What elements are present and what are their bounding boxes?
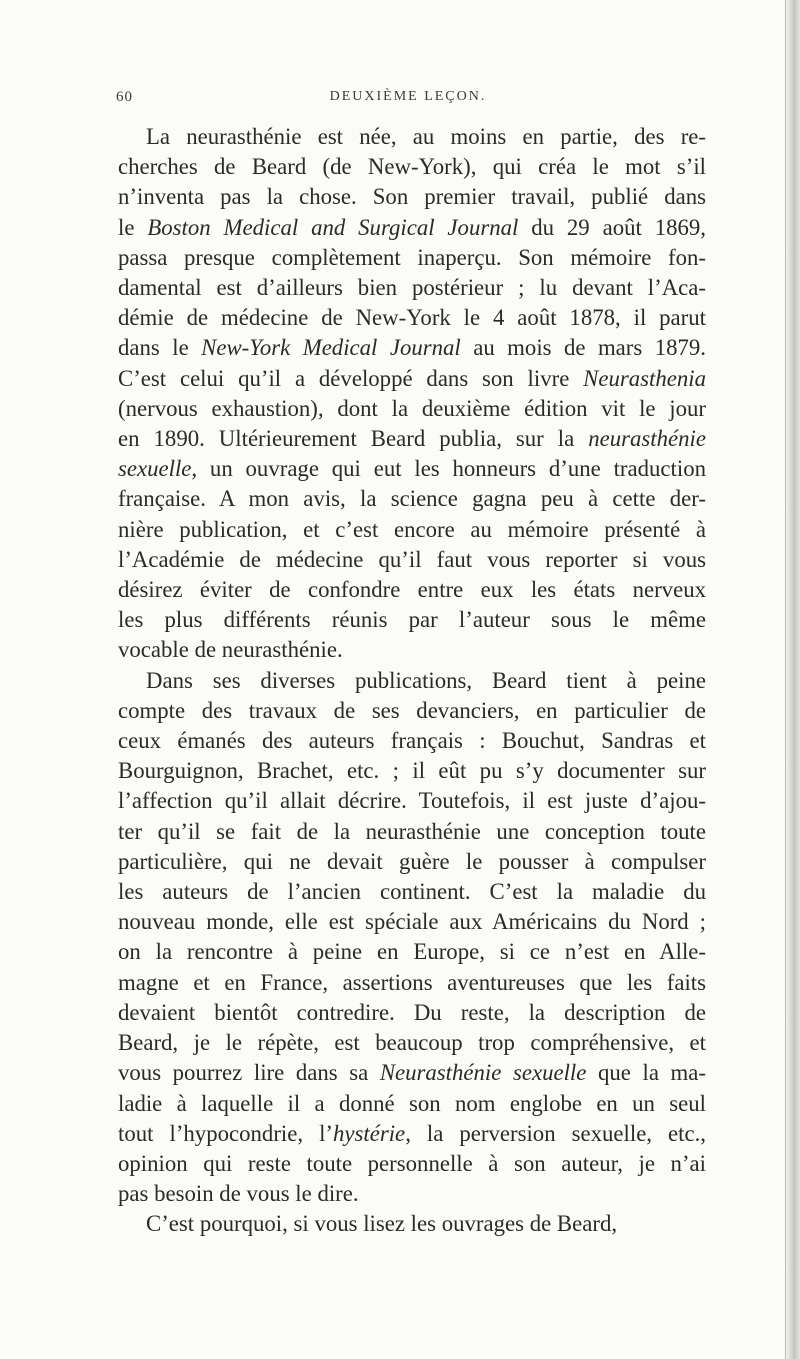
text-line bbox=[118, 424, 706, 454]
text-line: ladie à laquelle il a donné son nom englobe en un seul bbox=[118, 1090, 706, 1116]
text-line bbox=[118, 333, 706, 363]
text-line: C’est pourquoi, si vous lisez les ouvrages de Beard, bbox=[146, 1211, 618, 1237]
text-line: française. A mon avis, la science gagna peu à cette der- bbox=[118, 486, 706, 512]
text-line: n’inventa pas la chose. Son premier travail, publié dans bbox=[118, 184, 706, 210]
text-line: l’affection qu’il allait décrire. Toutefois, il est juste d’ajou- bbox=[118, 788, 706, 814]
text-line: cherches de Beard (de New-York), qui créa le mot s’il bbox=[118, 154, 706, 180]
text-segment: du 29 août 1869, bbox=[518, 214, 706, 240]
text-line: Beard, je le répète, est beaucoup trop compréhensive, et bbox=[118, 1030, 706, 1056]
italic-title: sexuelle bbox=[118, 456, 192, 482]
text-segment: tout l’hypocondrie, l’ bbox=[118, 1120, 334, 1146]
italic-title: New-York Medical Journal bbox=[201, 335, 461, 361]
italic-title: Boston Medical and Surgical Journal bbox=[147, 214, 519, 240]
text-segment: , un ouvrage qui eut les honneurs d’une traduction bbox=[191, 456, 706, 482]
text-segment: en 1890. Ultérieurement Beard publia, sur la bbox=[118, 426, 589, 452]
text-line: vocable de neurasthénie. bbox=[118, 637, 343, 663]
text-line bbox=[118, 1119, 706, 1149]
paragraph bbox=[118, 666, 706, 1210]
text-line: damental est d’ailleurs bien postérieur ; lu devant l’Aca- bbox=[118, 275, 706, 301]
text-line: La neurasthénie est née, au moins en partie, des re- bbox=[146, 124, 706, 149]
text-line bbox=[118, 454, 706, 484]
body-text bbox=[118, 122, 706, 1240]
text-segment: au mois de mars 1879. bbox=[460, 335, 706, 361]
text-line bbox=[118, 364, 706, 394]
paragraph bbox=[118, 122, 706, 666]
text-line: (nervous exhaustion), dont la deuxième édition vit le jour bbox=[118, 395, 706, 421]
text-line: passa presque complètement inaperçu. Son mémoire fon- bbox=[118, 244, 706, 270]
italic-title: Neurasthenia bbox=[583, 365, 706, 391]
text-line: les plus différents réunis par l’auteur sous le même bbox=[118, 607, 706, 633]
italic-title: Neurasthénie sexuelle bbox=[379, 1060, 587, 1086]
text-line: devaient bientôt contredire. Du reste, la description de bbox=[118, 999, 706, 1025]
text-segment: C’est celui qu’il a développé dans son livre bbox=[118, 365, 584, 391]
text-segment: que la ma- bbox=[586, 1060, 706, 1086]
text-line bbox=[118, 1058, 706, 1088]
italic-title: hystérie bbox=[333, 1120, 406, 1146]
text-segment: vous pourrez lire dans sa bbox=[118, 1060, 380, 1086]
page-edge bbox=[786, 0, 800, 1359]
text-segment: , la perversion sexuelle, etc., bbox=[405, 1120, 706, 1146]
italic-title: neurasthénie bbox=[588, 426, 706, 452]
text-line: pas besoin de vous le dire. bbox=[118, 1181, 359, 1207]
running-title: DEUXIÈME LEÇON. bbox=[329, 89, 487, 104]
text-segment: le bbox=[118, 214, 148, 240]
text-line: ter qu’il se fait de la neurasthénie une conception toute bbox=[118, 818, 706, 844]
text-line: Bourguignon, Brachet, etc. ; il eût pu s’y documenter sur bbox=[118, 758, 706, 784]
text-line: particulière, qui ne devait guère le pousser à compulser bbox=[118, 848, 706, 874]
text-line: les auteurs de l’ancien continent. C’est la maladie du bbox=[118, 879, 706, 905]
text-line: ceux émanés des auteurs français : Bouchut, Sandras et bbox=[118, 728, 706, 754]
text-line: opinion qui reste toute personnelle à son auteur, je n’ai bbox=[118, 1150, 706, 1176]
paragraph bbox=[118, 1209, 706, 1239]
page-header bbox=[116, 89, 700, 111]
text-line bbox=[118, 213, 706, 243]
text-line: Dans ses diverses publications, Beard tient à peine bbox=[146, 667, 706, 693]
text-line: l’Académie de médecine qu’il faut vous reporter si vous bbox=[118, 546, 706, 572]
text-line: magne et en France, assertions aventureuses que les faits bbox=[118, 969, 706, 995]
text-line: désirez éviter de confondre entre eux les états nerveux bbox=[118, 577, 706, 603]
text-segment: dans le bbox=[118, 335, 202, 361]
text-line: nière publication, et c’est encore au mémoire présenté à bbox=[118, 516, 706, 542]
page-number: 60 bbox=[116, 89, 133, 105]
text-line: compte des travaux de ses devanciers, en particulier de bbox=[118, 697, 706, 723]
text-line: nouveau monde, elle est spéciale aux Américains du Nord ; bbox=[118, 909, 706, 935]
text-line: démie de médecine de New-York le 4 août 1878, il parut bbox=[118, 305, 706, 331]
text-line: on la rencontre à peine en Europe, si ce n’est en Alle- bbox=[118, 939, 706, 965]
